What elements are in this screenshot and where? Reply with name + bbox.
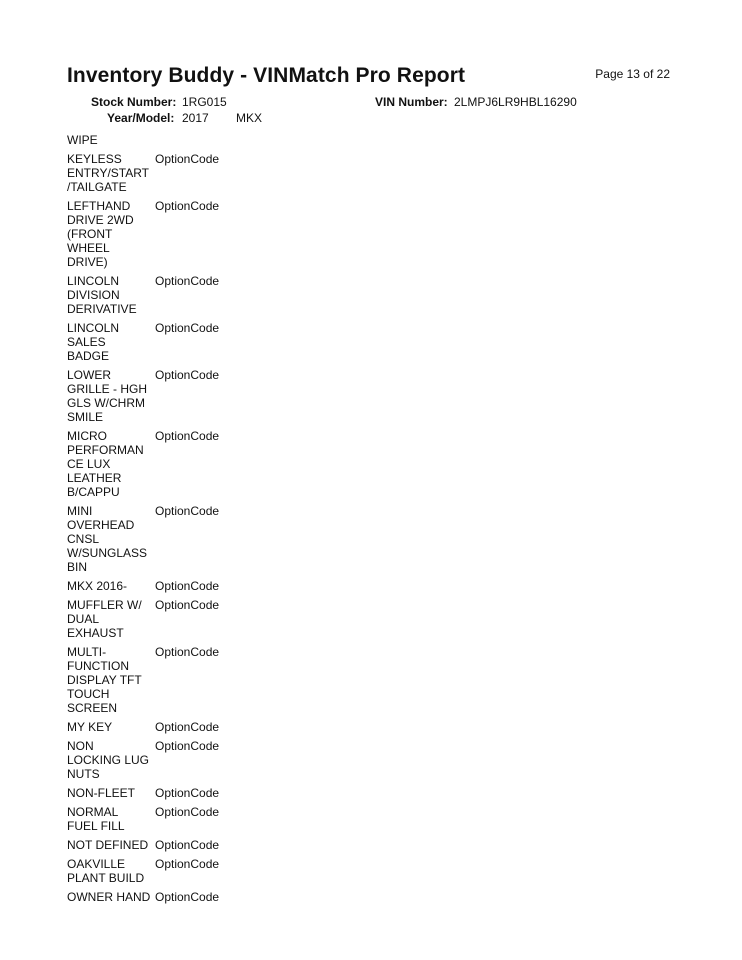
option-name [67, 133, 153, 147]
page-number: Page 13 of 22 [595, 67, 670, 81]
option-type: OptionCode [155, 579, 220, 593]
year-model-label: Year/Model: [107, 111, 175, 125]
stock-number-label: Stock Number: [91, 95, 177, 109]
option-type: OptionCode [155, 199, 220, 213]
option-name [67, 739, 153, 781]
option-row [67, 579, 267, 593]
option-name-line: OWNER HAND [67, 890, 151, 904]
option-name-line: BIN [67, 560, 88, 574]
option-row [67, 429, 267, 499]
option-name [67, 838, 153, 852]
option-row [67, 838, 267, 852]
option-row [67, 368, 267, 424]
option-name-line: GRILLE - HGH [67, 382, 148, 396]
option-type: OptionCode [155, 838, 220, 852]
option-name-line: DRIVE 2WD [67, 213, 134, 227]
option-type: OptionCode [155, 504, 220, 518]
option-row [67, 739, 267, 781]
option-row [67, 321, 267, 363]
option-name-line: DERIVATIVE [67, 302, 137, 316]
option-name-line: MULTI- [67, 645, 107, 659]
option-type: OptionCode [155, 857, 220, 871]
option-name-line: /TAILGATE [67, 180, 127, 194]
option-name-line: NUTS [67, 767, 100, 781]
option-name [67, 579, 153, 593]
option-name-line: LOCKING LUG [67, 753, 150, 767]
option-name-line: ENTRY/START [67, 166, 150, 180]
option-name-line: W/SUNGLASS [67, 546, 148, 560]
option-name-line: KEYLESS [67, 152, 122, 166]
option-row [67, 133, 267, 147]
option-name-line: FUNCTION [67, 659, 129, 673]
option-name-line: NON [67, 739, 94, 753]
option-type: OptionCode [155, 786, 220, 800]
option-name [67, 199, 153, 269]
option-name-line: B/CAPPU [67, 485, 120, 499]
option-name-line: NON-FLEET [67, 786, 136, 800]
option-type: OptionCode [155, 429, 220, 443]
option-name-line: DISPLAY TFT [67, 673, 142, 687]
model-value: MKX [236, 111, 263, 125]
option-name-line: PLANT BUILD [67, 871, 145, 885]
option-name-line: (FRONT [67, 227, 113, 241]
option-name-line: MUFFLER W/ [67, 598, 142, 612]
option-list [67, 133, 267, 909]
option-name-line: EXHAUST [67, 626, 124, 640]
option-name [67, 598, 153, 640]
vin-number-label: VIN Number: [375, 95, 448, 109]
option-type: OptionCode [155, 805, 220, 819]
option-name-line: MKX 2016- [67, 579, 128, 593]
option-name-line: SMILE [67, 410, 104, 424]
option-type: OptionCode [155, 598, 220, 612]
option-name [67, 645, 153, 715]
option-name-line: TOUCH [67, 687, 110, 701]
option-name-line: GLS W/CHRM [67, 396, 145, 410]
option-name-line: LINCOLN [67, 321, 120, 335]
option-name-line: LOWER [67, 368, 112, 382]
option-row [67, 274, 267, 316]
stock-number-value: 1RG015 [182, 95, 227, 109]
option-row [67, 199, 267, 269]
option-type: OptionCode [155, 739, 220, 753]
option-name [67, 368, 153, 424]
option-name [67, 720, 153, 734]
option-type: OptionCode [155, 720, 220, 734]
option-name [67, 504, 153, 574]
option-name-line: LEATHER [67, 471, 122, 485]
option-row [67, 645, 267, 715]
option-name [67, 890, 153, 904]
option-row [67, 720, 267, 734]
option-name [67, 274, 153, 316]
option-name-line: SCREEN [67, 701, 118, 715]
option-row [67, 786, 267, 800]
option-name-line: SALES [67, 335, 106, 349]
option-type: OptionCode [155, 274, 220, 288]
option-row [67, 598, 267, 640]
option-row [67, 152, 267, 194]
option-name-line: NORMAL [67, 805, 119, 819]
option-name [67, 429, 153, 499]
option-name-line: FUEL FILL [67, 819, 125, 833]
option-name-line: OAKVILLE [67, 857, 126, 871]
option-name-line: MY KEY [67, 720, 113, 734]
option-type: OptionCode [155, 645, 220, 659]
option-name-line: PERFORMAN [67, 443, 144, 457]
option-name-line: MICRO [67, 429, 107, 443]
option-name-line: WIPE [67, 133, 98, 147]
option-name-line: DRIVE) [67, 255, 108, 269]
option-row [67, 857, 267, 885]
option-name-line: NOT DEFINED [67, 838, 149, 852]
option-name [67, 152, 153, 194]
option-name-line: BADGE [67, 349, 110, 363]
option-name [67, 857, 153, 885]
option-name-line: DUAL [67, 612, 100, 626]
option-name-line: MINI [67, 504, 93, 518]
option-name-line: CNSL [67, 532, 100, 546]
option-type: OptionCode [155, 321, 220, 335]
option-type: OptionCode [155, 368, 220, 382]
option-name-line: WHEEL [67, 241, 110, 255]
option-name-line: CE LUX [67, 457, 111, 471]
option-name [67, 805, 153, 833]
option-name [67, 321, 153, 363]
option-name-line: LEFTHAND [67, 199, 131, 213]
option-type: OptionCode [155, 890, 220, 904]
year-value: 2017 [182, 111, 209, 125]
option-name [67, 786, 153, 800]
vin-number-value: 2LMPJ6LR9HBL16290 [454, 95, 577, 109]
option-row [67, 890, 267, 904]
report-title: Inventory Buddy - VINMatch Pro Report [67, 64, 466, 87]
option-name-line: DIVISION [67, 288, 120, 302]
option-row [67, 504, 267, 574]
option-name-line: LINCOLN [67, 274, 120, 288]
option-type: OptionCode [155, 152, 220, 166]
option-name-line: OVERHEAD [67, 518, 135, 532]
option-row [67, 805, 267, 833]
